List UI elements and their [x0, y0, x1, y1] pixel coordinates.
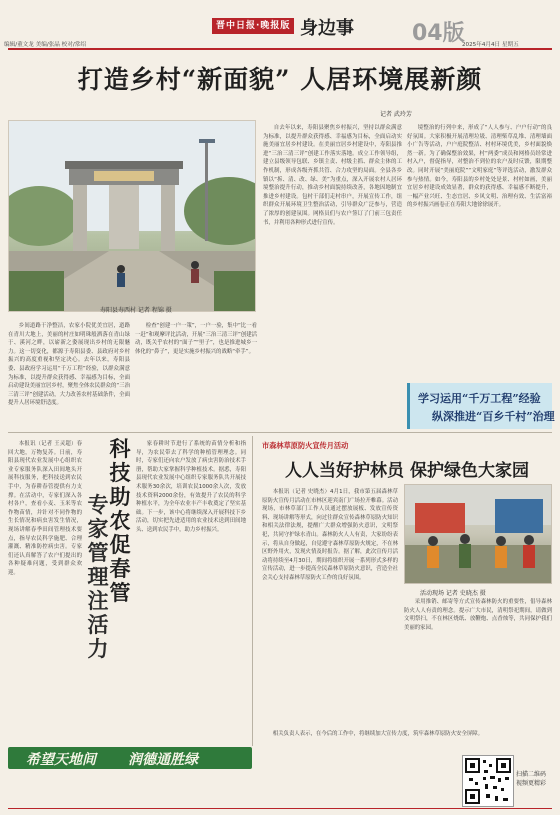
article-column: [407, 124, 552, 372]
headline-char: 力: [87, 636, 109, 661]
masthead-rule: [8, 48, 552, 50]
headline-char: 理: [87, 564, 109, 589]
bottom-rule: [8, 808, 552, 809]
article-column: [8, 322, 130, 412]
section-divider: [8, 432, 552, 433]
headline-char: 技: [109, 460, 131, 485]
banner-word-1: 希望天地间: [26, 752, 96, 768]
article-text: 家春耕时节进行了系统的苗情分析和指导，为农民带去了科学的种植管理理念。同时，专家们还向农户发放了病虫害防治技术手册，帮助大家掌握科学种植技术。据悉，寿阳县现代农业发展中心组织专家服务队共开展技术服务30余次，培训农民1000余人次，发放技术资料2000余份，有效提升了农民的科学种植水平，为全年农业丰产丰收奠定了坚实基础。下一步，该中心将继续深入开展科技下乡活动，切实把先进适用的农业技术送到田间地头、送到农民手中，助力乡村振兴。: [136, 441, 246, 533]
banner-line-2: 纵深推进“百乡千村”治理: [432, 410, 555, 423]
newspaper-logo: 晋中日报·晚报版: [212, 18, 294, 34]
bottom-banner: [8, 747, 252, 769]
qr-caption: 扫描二维码 视频更精彩: [516, 771, 547, 787]
article-column: [262, 730, 552, 744]
headline-char: 促: [109, 532, 131, 557]
event-photo: [404, 484, 552, 584]
village-gate-photo: [8, 120, 256, 312]
article-kicker: 市森林草原防火宣传月活动: [262, 441, 349, 450]
edition-number: 04版: [412, 21, 465, 46]
article-text: 乡间道路干净整洁，农家小院优美宜居，道路在青川大地上，美丽的村庄如明珠般洒落在青山绿于、溪河之畔，以崭新之姿展现出乡村的无限魅力。这一切变化，都源于寿阳县委、县政府对乡村振兴的高度重视和坚定决心。去年以来，寿阳县委、县政府学习运用“千万工程”经验，以群众满意为标准，以提升群众获得感、幸福感为目标，全面启动建设美丽宜居乡村，聚焦全体农民群众的“三治三清三评”创建活动，大力改善农村基础条件，全面提升人居环境舒适度。: [8, 323, 130, 407]
headline-char: 家: [87, 516, 109, 541]
headline-char: 科: [109, 436, 131, 461]
photo-caption: 活动现场 记者 史晓杰 摄: [420, 590, 486, 597]
headline-char: 助: [109, 484, 131, 509]
editors-line: 编辑/董文龙 美编/张晶 校对/常绍: [4, 42, 86, 48]
article-text: 采用推销、邮寄等方式宣传森林防火的重要性，倡导森林防火人人有责的理念。提示广大市民，清明祭祀期间，请做到文明祭扫，不在林区烧纸、放鞭炮、点香烛等，共同保护我们美丽的家园。: [404, 599, 552, 631]
main-headline: 打造乡村“新面貌” 人居环境展新颜: [77, 65, 483, 94]
banner-word-2: 润德通胜绿: [128, 752, 198, 768]
article-column: [135, 322, 257, 412]
article-text: 自去年以来，寿阳县聚焦乡村振兴，坚持以群众满意为标准，以提升群众获得感、幸福感为目标，全面启动实施美丽宜居乡村建设。在美丽宜居乡村建设中，寿阳县推进“三治三清三评”创建工作落实落地。成立工作领导组，建立县级领导包联、乡镇主责、村级主抓、群众主体的工作机制，形成各级齐抓共管、合力攻坚的局面。全县各乡镇以“拆、清、改、绿、美”为重点，深入开展农村人居环境整治提升行动，推动乡村面貌持续改善，各地因地制宜推进乡村建设。包村干部们走村串户，开展宣传工作，组织群众开展环境卫生整治活动，引导群众广泛参与，营造了浓厚的创建氛围。网格员们与农户签订了门前三包责任书，并利用各种形式进行宣传。: [263, 125, 402, 226]
article-text: 检查“创建一户一策”，一户一验，集中“比一看一赶”和观摩评比活动，开展“三治三清三评”创建活动，既关乎农村的“面子”“里子”，也是推进城乡一体化的“鼻子”，更是实施乡村振兴的战略“牵手”。: [135, 323, 257, 355]
article-text: 本报讯（记者 史晓杰）4月1日，我市第五届森林草原防火宣传月活动在市林区迎宾南门广场拉开帷幕。活动现场，市林草部门工作人员通过摆放展板、发放宣传资料、现场讲解等形式，向过往群众宣传森林草原防火知识和相关法律法规，提醒广大群众增强防火意识，文明祭祀，共同守护绿水青山。森林防火人人有责，大家纷纷表示，将从自身做起，自觉遵守森林草原防火规定，不在林区野外用火，发现火情及时报告。据了解，此次宣传月活动将持续至4月30日，期间将组织开展一系列形式多样的宣传活动，进一步提高全民森林草原防火意识，营造全社会关心支持森林草原防火工作的良好氛围。: [262, 489, 398, 581]
qr-code-icon[interactable]: [462, 755, 514, 807]
article-column: [263, 124, 402, 404]
forest-headline: 人人当好护林员 保护绿色大家园: [285, 461, 529, 481]
headline-char: 专: [87, 492, 109, 517]
vertical-headline: [86, 437, 130, 742]
headline-column: [108, 437, 132, 605]
headline-char: 管: [87, 540, 109, 565]
main-byline: 记者 武玲芳: [380, 111, 412, 118]
theme-banner: [407, 383, 555, 429]
article-column: [262, 488, 398, 728]
headline-char: 农: [109, 508, 131, 533]
headline-char: 春: [109, 556, 131, 581]
village-gate-illustration: [9, 121, 256, 312]
headline-char: 注: [87, 588, 109, 613]
article-text: 本报讯（记者 王灵超）春回大地，万物复苏。日前，寿阳县现代农业发展中心组织农业专家服务队深入田间地头开展科技服务，把科技送到农民手中，为春耕春管提供有力支撑。在活动中，专家们深入各村各户，查看小麦、玉米等农作物苗情，并针对不同作物的生长情况和病虫害发生情况，现场讲解春季田间管理技术要点，指导农民科学施肥、合理灌溉、精准防控病虫害。专家们还认真解答了农户们提出的各种疑难问题，受到群众欢迎。: [8, 441, 82, 576]
headline-column: [86, 493, 110, 661]
section-name: 身边事: [300, 18, 354, 39]
headline-char: 活: [87, 612, 109, 637]
event-illustration: [405, 485, 552, 584]
column-divider: [252, 436, 253, 746]
article-column: [136, 440, 246, 740]
banner-line-1: 学习运用“千万工程”经验: [418, 392, 541, 405]
article-column: [8, 440, 82, 740]
headline-char: 管: [109, 580, 131, 605]
article-column: [404, 598, 552, 682]
photo-caption: 寿阳县寿西村 记者 程锦 摄: [100, 307, 172, 314]
article-text: 相关负责人表示，在今后的工作中，将继续加大宣传力度，筑牢森林草原防火安全屏障。: [272, 731, 484, 737]
qr-pattern: [463, 756, 513, 806]
article-text: 境整治的行列中来，形成了“人人参与、户户行动”的良好氛围。大家积极开展清理垃圾、清理柴草乱堆、清理墙面小广告等活动，户户庭院整洁、村村环境优美，乡村面貌焕然一新。为了确保整治效果，村“两委”成员和网格员经常进村入户，督促指导，对整治不到位的农户及时反馈，限期整改。同时开展“美丽庭院”“文明家庭”等评选活动，激发群众参与热情。如今，寿阳县的乡村处处是景、村村如画，美丽宜居乡村建设成效显著，群众的获得感、幸福感不断提升，一幅产业兴旺、生态宜居、乡风文明、治理有效、生活富裕的乡村振兴画卷正在寿阳大地徐徐展开。: [407, 125, 552, 209]
publication-date: 2025年4月4日 星期五: [462, 42, 519, 48]
